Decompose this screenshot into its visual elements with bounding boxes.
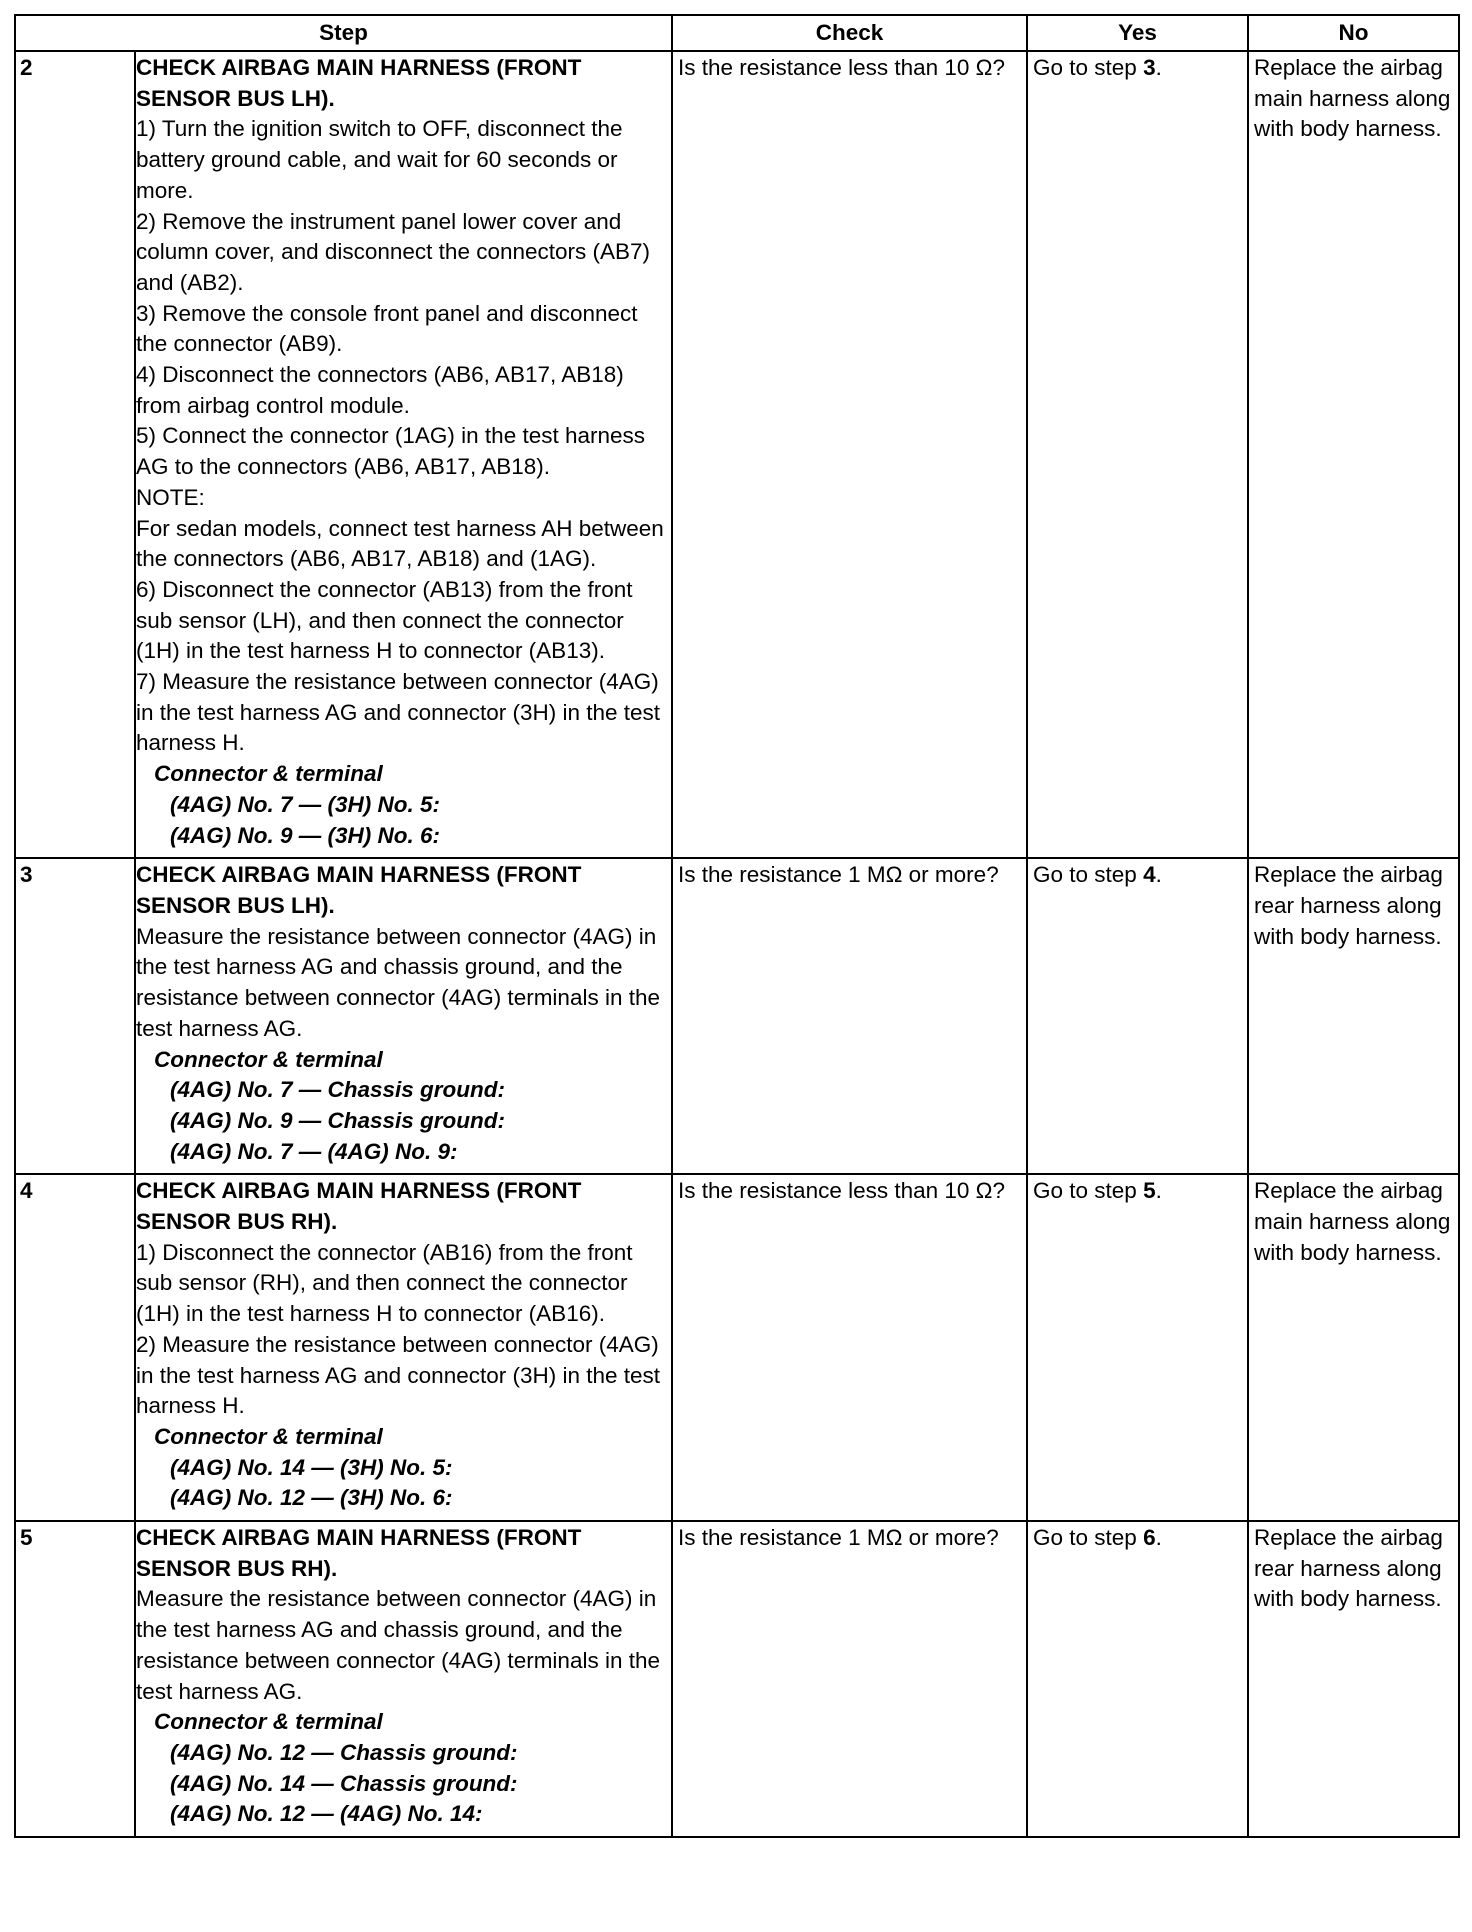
- step-paragraph: 5) Connect the connector (1AG) in the test harness AG to the connectors (AB6, AB17, AB18).: [136, 423, 646, 480]
- connector-terminal-heading: Connector & terminal: [154, 761, 383, 787]
- connector-terminal-heading: Connector & terminal: [154, 1046, 383, 1072]
- yes-step-number: 3: [1143, 55, 1156, 80]
- step-number: 4: [15, 1174, 135, 1521]
- header-no: No: [1248, 15, 1459, 51]
- table-row: [15, 1521, 1459, 1837]
- check-cell: Is the resistance less than 10 Ω?: [672, 1174, 1027, 1521]
- step-cell: [135, 1174, 672, 1521]
- yes-suffix: .: [1155, 1525, 1162, 1551]
- step-title: CHECK AIRBAG MAIN HARNESS (FRONT SENSOR BUS RH).: [136, 1178, 582, 1235]
- no-cell: Replace the airbag rear harness along with body harness.: [1248, 1521, 1459, 1837]
- step-paragraph: 1) Disconnect the connector (AB16) from the front sub sensor (RH), and then connect the connector (1H) in the test harness H to connector (AB16).: [136, 1239, 633, 1327]
- step-cell: [135, 51, 672, 858]
- step-title: CHECK AIRBAG MAIN HARNESS (FRONT SENSOR BUS RH).: [136, 1525, 582, 1581]
- connector-terminal-item: (4AG) No. 14 — Chassis ground:: [170, 1770, 518, 1796]
- step-paragraph: 6) Disconnect the connector (AB13) from the front sub sensor (LH), and then connect the connector (1H) in the test harness H to connector (AB13).: [136, 576, 633, 664]
- connector-terminal-item: (4AG) No. 9 — Chassis ground:: [170, 1107, 506, 1133]
- connector-terminal-item: (4AG) No. 7 — (3H) No. 5:: [170, 791, 441, 817]
- connector-terminal-heading: Connector & terminal: [154, 1709, 383, 1735]
- note-text: For sedan models, connect test harness AH between the connectors (AB6, AB17, AB18) and (1AG).: [136, 515, 664, 572]
- check-cell: Is the resistance 1 MΩ or more?: [672, 858, 1027, 1174]
- yes-prefix: Go to step: [1033, 1525, 1144, 1551]
- connector-terminal-item: (4AG) No. 9 — (3H) No. 6:: [170, 822, 441, 848]
- connector-terminal-item: (4AG) No. 12 — (3H) No. 6:: [170, 1485, 453, 1511]
- yes-suffix: .: [1155, 862, 1162, 888]
- step-paragraph: 3) Remove the console front panel and disconnect the connector (AB9).: [136, 300, 638, 357]
- step-paragraph: 2) Remove the instrument panel lower cover and column cover, and disconnect the connectors (AB7) and (AB2).: [136, 208, 651, 295]
- step-number: 2: [15, 51, 135, 858]
- yes-step-number: 5: [1143, 1178, 1156, 1204]
- table-row: [15, 1174, 1459, 1521]
- step-cell: [135, 858, 672, 1174]
- header-check: Check: [672, 15, 1027, 51]
- step-paragraph: 7) Measure the resistance between connector (4AG) in the test harness AG and connector (3H) in the test harness H.: [136, 669, 661, 756]
- header-yes: Yes: [1027, 15, 1248, 51]
- step-paragraph: 2) Measure the resistance between connector (4AG) in the test harness AG and connector (3H) in the test harness H.: [136, 1331, 661, 1419]
- yes-cell: [1027, 51, 1248, 858]
- connector-terminal-item: (4AG) No. 14 — (3H) No. 5:: [170, 1454, 453, 1480]
- yes-prefix: Go to step: [1033, 862, 1144, 888]
- yes-cell: [1027, 1521, 1248, 1837]
- yes-prefix: Go to step: [1033, 55, 1144, 80]
- header-row: [15, 15, 1459, 51]
- yes-step-number: 4: [1143, 862, 1156, 888]
- yes-prefix: Go to step: [1033, 1178, 1144, 1204]
- step-title: CHECK AIRBAG MAIN HARNESS (FRONT SENSOR BUS LH).: [136, 55, 582, 111]
- yes-suffix: .: [1155, 55, 1162, 80]
- connector-terminal-heading: Connector & terminal: [154, 1423, 383, 1449]
- yes-suffix: .: [1155, 1178, 1162, 1204]
- yes-step-number: 6: [1143, 1525, 1156, 1551]
- step-paragraph: Measure the resistance between connector (4AG) in the test harness AG and chassis ground, and the resistance between connector (4AG) terminals in the test harness AG.: [136, 923, 661, 1041]
- diagnostic-table: [14, 14, 1460, 1838]
- table-row: [15, 51, 1459, 858]
- step-number: 3: [15, 858, 135, 1174]
- check-cell: Is the resistance less than 10 Ω?: [672, 51, 1027, 858]
- no-cell: Replace the airbag rear harness along with body harness.: [1248, 858, 1459, 1174]
- table-row: [15, 858, 1459, 1174]
- connector-terminal-item: (4AG) No. 12 — (4AG) No. 14:: [170, 1801, 483, 1827]
- note-label: NOTE:: [136, 484, 205, 510]
- check-cell: Is the resistance 1 MΩ or more?: [672, 1521, 1027, 1837]
- connector-terminal-item: (4AG) No. 12 — Chassis ground:: [170, 1739, 518, 1765]
- header-step: Step: [15, 15, 672, 51]
- step-paragraph: 4) Disconnect the connectors (AB6, AB17, AB18) from airbag control module.: [136, 362, 624, 418]
- step-number: 5: [15, 1521, 135, 1837]
- yes-cell: [1027, 1174, 1248, 1521]
- step-paragraph: Measure the resistance between connector (4AG) in the test harness AG and chassis ground, and the resistance between connector (4AG) terminals in the test harness AG.: [136, 1586, 661, 1704]
- step-title: CHECK AIRBAG MAIN HARNESS (FRONT SENSOR BUS LH).: [136, 862, 582, 918]
- yes-cell: [1027, 858, 1248, 1174]
- connector-terminal-item: (4AG) No. 7 — (4AG) No. 9:: [170, 1138, 458, 1164]
- no-cell: Replace the airbag main harness along with body harness.: [1248, 1174, 1459, 1521]
- step-paragraph: 1) Turn the ignition switch to OFF, disconnect the battery ground cable, and wait for 60 seconds or more.: [136, 116, 623, 203]
- step-cell: [135, 1521, 672, 1837]
- no-cell: Replace the airbag main harness along with body harness.: [1248, 51, 1459, 858]
- connector-terminal-item: (4AG) No. 7 — Chassis ground:: [170, 1077, 506, 1103]
